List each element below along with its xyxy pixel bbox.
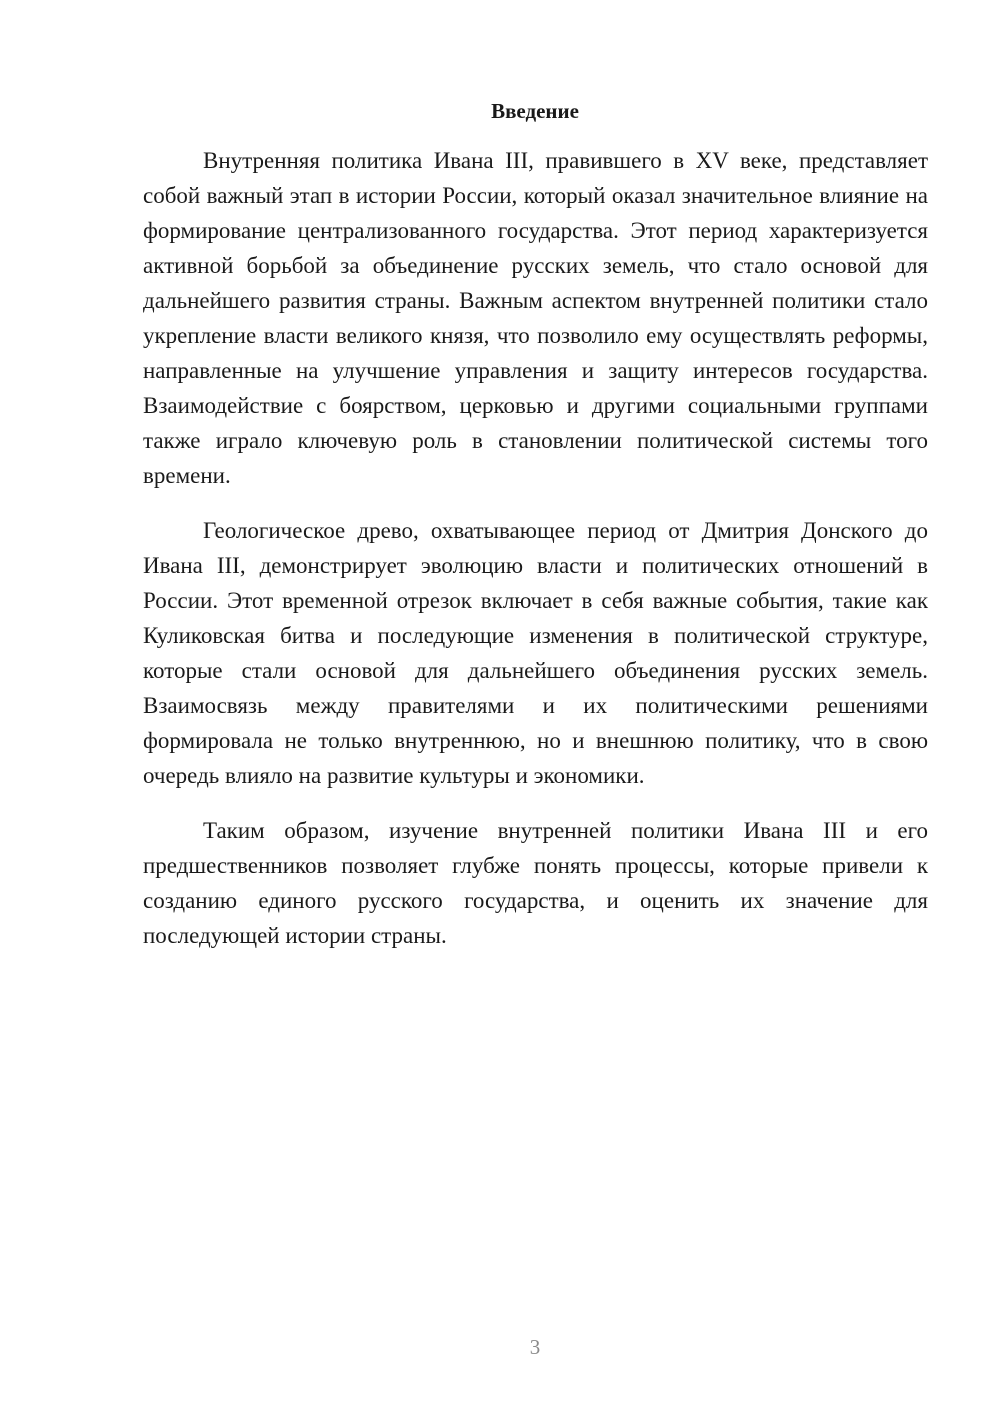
- paragraph-2: Геологическое древо, охватывающее период от Дмитрия Донского до Ивана III, демонстрирует эволюцию власти и политических отношений в России. Этот временной отрезок включает в себя важные события, такие как Куликовская битва и последующие изменения в политической структуре, которые стали основой для дальнейшего объединения русских земель. Взаимосвязь между правителями и их политическими решениями формировала не только внутреннюю, но и внешнюю политику, что в свою очередь влияло на развитие культуры и экономики.: [143, 518, 928, 788]
- section-heading: Введение: [491, 99, 579, 123]
- body-text: [143, 143, 928, 953]
- paragraph-1: Внутренняя политика Ивана III, правившего в XV веке, представляет собой важный этап в истории России, который оказал значительное влияние на формирование централизованного государства. Этот период характеризуется активной борьбой за объединение русских земель, что стало основой для дальнейшего развития страны. Важным аспектом внутренней политики стало укрепление власти великого князя, что позволило ему осуществлять реформы, направленные на улучшение управления и защиту интересов государства. Взаимодействие с боярством, церковью и другими социальными группами также играло ключевую роль в становлении политической системы того времени.: [143, 148, 928, 488]
- paragraph-3: Таким образом, изучение внутренней политики Ивана III и его предшественников позволяет глубже понять процессы, которые привели к созданию единого русского государства, и оценить их значение для последующей истории страны.: [143, 818, 928, 948]
- page-number: 3: [529, 1335, 541, 1359]
